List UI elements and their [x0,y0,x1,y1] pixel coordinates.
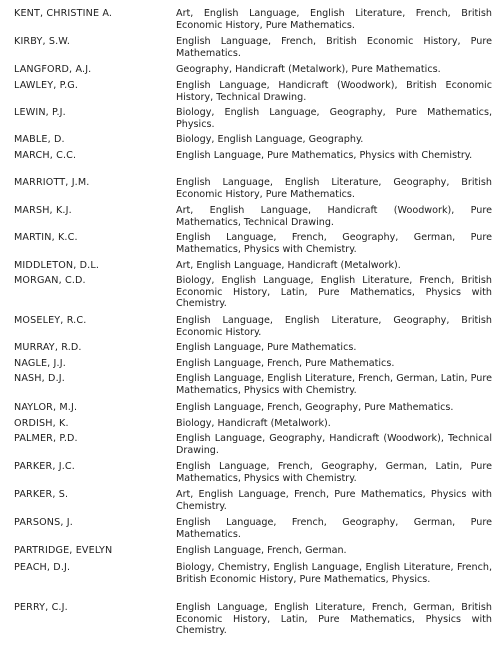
student-name: NAGLE, J.J. [14,358,66,369]
subject-list: English Language, French, Geography, German, Latin, Pure Mathematics, Physics with Chemistry. [176,461,492,484]
student-name: MARRIOTT, J.M. [14,177,90,188]
student-name: KENT, CHRISTINE A. [14,8,113,19]
student-name: NAYLOR, M.J. [14,402,78,413]
subject-list: English Language, English Literature, Geography, British Economic History. [176,315,492,338]
subject-list: Biology, English Language, English Literature, French, British Economic History, Latin, Pure Mathematics, Physics with Chemistry. [176,275,492,309]
student-name: KIRBY, S.W. [14,36,71,47]
student-name: NASH, D.J. [14,373,65,384]
subject-list: Biology, Chemistry, English Language, English Literature, French, British Economic History, Pure Mathematics, Physics. [176,562,492,585]
student-name: PARKER, J.C. [14,461,75,472]
student-name: LEWIN, P.J. [14,107,66,118]
student-name: PERRY, C.J. [14,602,68,613]
subject-list: English Language, French, Geography, German, Pure Mathematics. [176,517,492,540]
subject-list: English Language, Pure Mathematics. [176,342,357,353]
subject-list: English Language, Pure Mathematics, Physics with Chemistry. [176,150,473,161]
subject-list: English Language, Handicraft (Woodwork), British Economic History, Technical Drawing. [176,80,492,103]
subject-list: English Language, French, Geography, German, Pure Mathematics, Physics with Chemistry. [176,232,492,255]
student-name: ORDISH, K. [14,418,69,429]
student-name: MABLE, D. [14,134,65,145]
subject-list: English Language, English Literature, French, German, British Economic History, Latin, Pure Mathematics, Physics with Chemistry. [176,602,492,636]
student-name: MOSELEY, R.C. [14,315,87,326]
subject-list: Biology, English Language, Geography. [176,134,364,145]
subject-list: Art, English Language, Handicraft (Woodwork), Pure Mathematics, Technical Drawing. [176,205,492,228]
subject-list: English Language, French, British Economic History, Pure Mathematics. [176,36,492,59]
student-name: PARTRIDGE, EVELYN [14,545,113,556]
subject-list: Art, English Language, English Literature, French, British Economic History, Pure Mathematics. [176,8,492,31]
subject-list: English Language, Geography, Handicraft (Woodwork), Technical Drawing. [176,433,492,456]
subject-list: English Language, French, Pure Mathematics. [176,358,395,369]
subject-list: Art, English Language, Handicraft (Metalwork). [176,260,401,271]
student-name: LANGFORD, A.J. [14,64,92,75]
subject-list: English Language, English Literature, French, German, Latin, Pure Mathematics, Physics with Chemistry. [176,373,492,396]
student-name: MARCH, C.C. [14,150,77,161]
student-name: PALMER, P.D. [14,433,78,444]
student-name: PARKER, S. [14,489,69,500]
subject-list: Geography, Handicraft (Metalwork), Pure Mathematics. [176,64,441,75]
student-name: MARTIN, K.C. [14,232,78,243]
student-name: MORGAN, C.D. [14,275,86,286]
student-name: MARSH, K.J. [14,205,72,216]
student-name: PARSONS, J. [14,517,73,528]
subject-list: Biology, Handicraft (Metalwork). [176,418,331,429]
student-name: MURRAY, R.D. [14,342,82,353]
subject-list: Biology, English Language, Geography, Pure Mathematics, Physics. [176,107,492,130]
subject-list: English Language, French, Geography, Pure Mathematics. [176,402,454,413]
subject-list: Art, English Language, French, Pure Mathematics, Physics with Chemistry. [176,489,492,512]
subject-list: English Language, English Literature, Geography, British Economic History, Pure Mathematics. [176,177,492,200]
student-name: MIDDLETON, D.L. [14,260,100,271]
student-name: LAWLEY, P.G. [14,80,79,91]
student-name: PEACH, D.J. [14,562,71,573]
subject-list: English Language, French, German. [176,545,347,556]
